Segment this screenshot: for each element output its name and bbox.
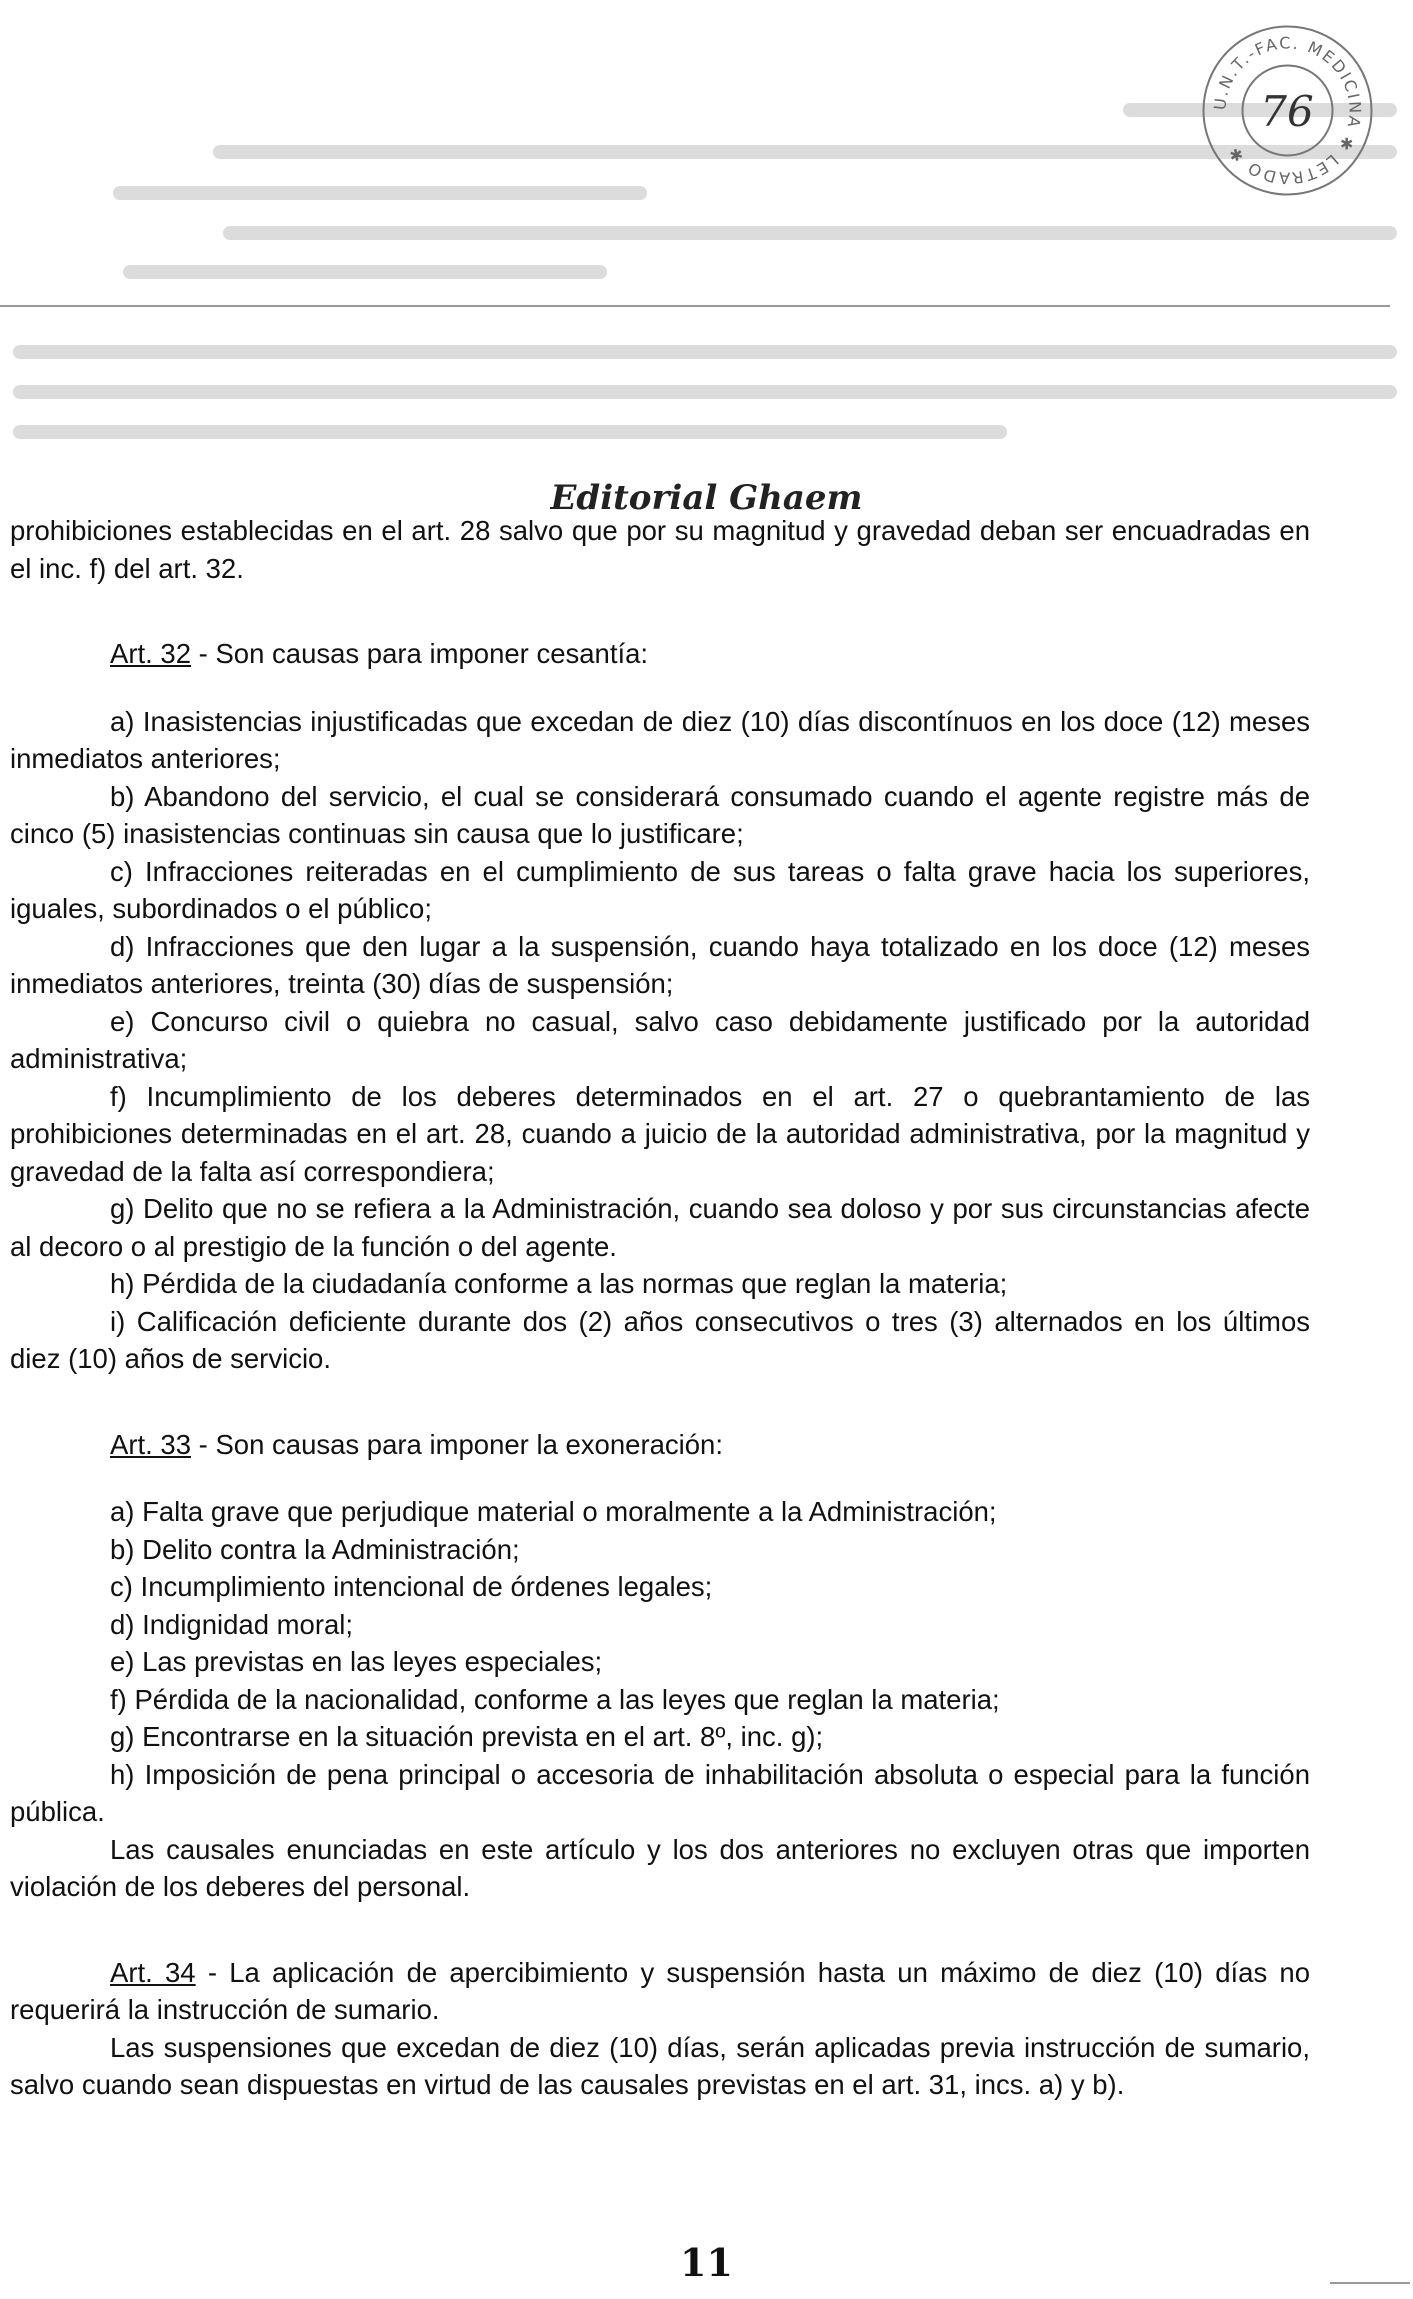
article-32-title: - Son causas para imponer cesantía: (191, 638, 649, 669)
article-32-item-d: d) Infracciones que den lugar a la suspensión, cuando haya totalizado en los doce (12) meses inmediatos anteriores, treinta (30) días de suspensión; (10, 930, 1310, 999)
article-32-item-e: e) Concurso civil o quiebra no casual, salvo caso debidamente justificado por la autoridad administrativa; (10, 1005, 1310, 1074)
article-33-item-c: c) Incumplimiento intencional de órdenes legales; (110, 1571, 713, 1602)
article-32-label: Art. 32 (110, 638, 192, 669)
publisher-brand: Editorial Ghaem (550, 478, 863, 518)
article-33-item-b: b) Delito contra la Administración; (110, 1533, 520, 1565)
article-34-label: Art. 34 (110, 1956, 196, 1988)
intro-paragraph: prohibiciones establecidas en el art. 28 salvo que por su magnitud y gravedad deban ser encuadradas en el inc. f) del art. 32. (10, 515, 1310, 584)
article-32-item-g: g) Delito que no se refiera a la Administración, cuando sea doloso y por sus circunstancias afecte al decoro o al prestigio de la función o del agente. (10, 1193, 1310, 1262)
top-divider (0, 305, 1390, 307)
article-32-item-a: a) Inasistencias injustificadas que excedan de diez (10) días discontínuos en los doce (12) meses inmediatos anteriores; (10, 705, 1310, 774)
svg-text:76: 76 (1260, 87, 1314, 136)
article-33-item-e: e) Las previstas en las leyes especiales; (110, 1646, 603, 1677)
article-33-label: Art. 33 (110, 1428, 192, 1460)
article-33-title: - Son causas para imponer la exoneración: (191, 1428, 723, 1460)
svg-text:U.N.T.-FAC. MEDICINA ✱ LETRADO: U.N.T.-FAC. MEDICINA ✱ LETRADO ✱ (1210, 33, 1365, 188)
article-33-item-d: d) Indignidad moral; (110, 1608, 354, 1640)
page-number: 11 (680, 2240, 733, 2285)
article-34-paragraph (10, 1954, 1310, 2029)
article-33-item-h: h) Imposición de pena principal o accesoria de inhabilitación absoluta o especial para la función pública. (10, 1758, 1310, 1827)
article-32-item-c: c) Infracciones reiteradas en el cumplimiento de sus tareas o falta grave hacia los superiores, iguales, subordinados o el público; (10, 855, 1310, 924)
article-33-item-f: f) Pérdida de la nacionalidad, conforme a las leyes que reglan la materia; (110, 1683, 1000, 1715)
bottom-rule (1330, 2282, 1410, 2284)
article-32-item-b: b) Abandono del servicio, el cual se considerará consumado cuando el agente registre más de cinco (5) inasistencias continuas sin causa que lo justificare; (10, 780, 1310, 849)
article-32-heading (10, 635, 1310, 673)
article-32-item-i: i) Calificación deficiente durante dos (2) años consecutivos o tres (3) alternados en los últimos diez (10) años de servicio. (10, 1305, 1310, 1374)
document-body (10, 512, 1310, 2104)
article-33-heading (10, 1426, 1310, 1464)
article-33-item-a: a) Falta grave que perjudique material o moralmente a la Administración; (110, 1496, 997, 1527)
article-34-second-paragraph: Las suspensiones que excedan de diez (10) días, serán aplicadas previa instrucción de sumario, salvo cuando sean dispuestas en virtud de las causales previstas en el art. 31, incs. a) y b). (10, 2031, 1310, 2100)
article-32-item-h: h) Pérdida de la ciudadanía conforme a las normas que reglan la materia; (110, 1268, 1008, 1299)
seal-stamp (1195, 18, 1380, 203)
article-33-closing: Las causales enunciadas en este artículo y los dos anteriores no excluyen otras que importen violación de los deberes del personal. (10, 1833, 1310, 1902)
article-34-text: - La aplicación de apercibimiento y suspensión hasta un máximo de diez (10) días no requerirá la instrucción de sumario. (10, 1956, 1311, 2025)
article-33-item-g: g) Encontrarse en la situación prevista en el art. 8º, inc. g); (110, 1721, 824, 1752)
article-32-item-f: f) Incumplimiento de los deberes determinados en el art. 27 o quebrantamiento de las prohibiciones determinadas en el art. 28, cuando a juicio de la autoridad administrativa, por la magnitud y gravedad de la falta así correspondiera; (10, 1080, 1310, 1187)
